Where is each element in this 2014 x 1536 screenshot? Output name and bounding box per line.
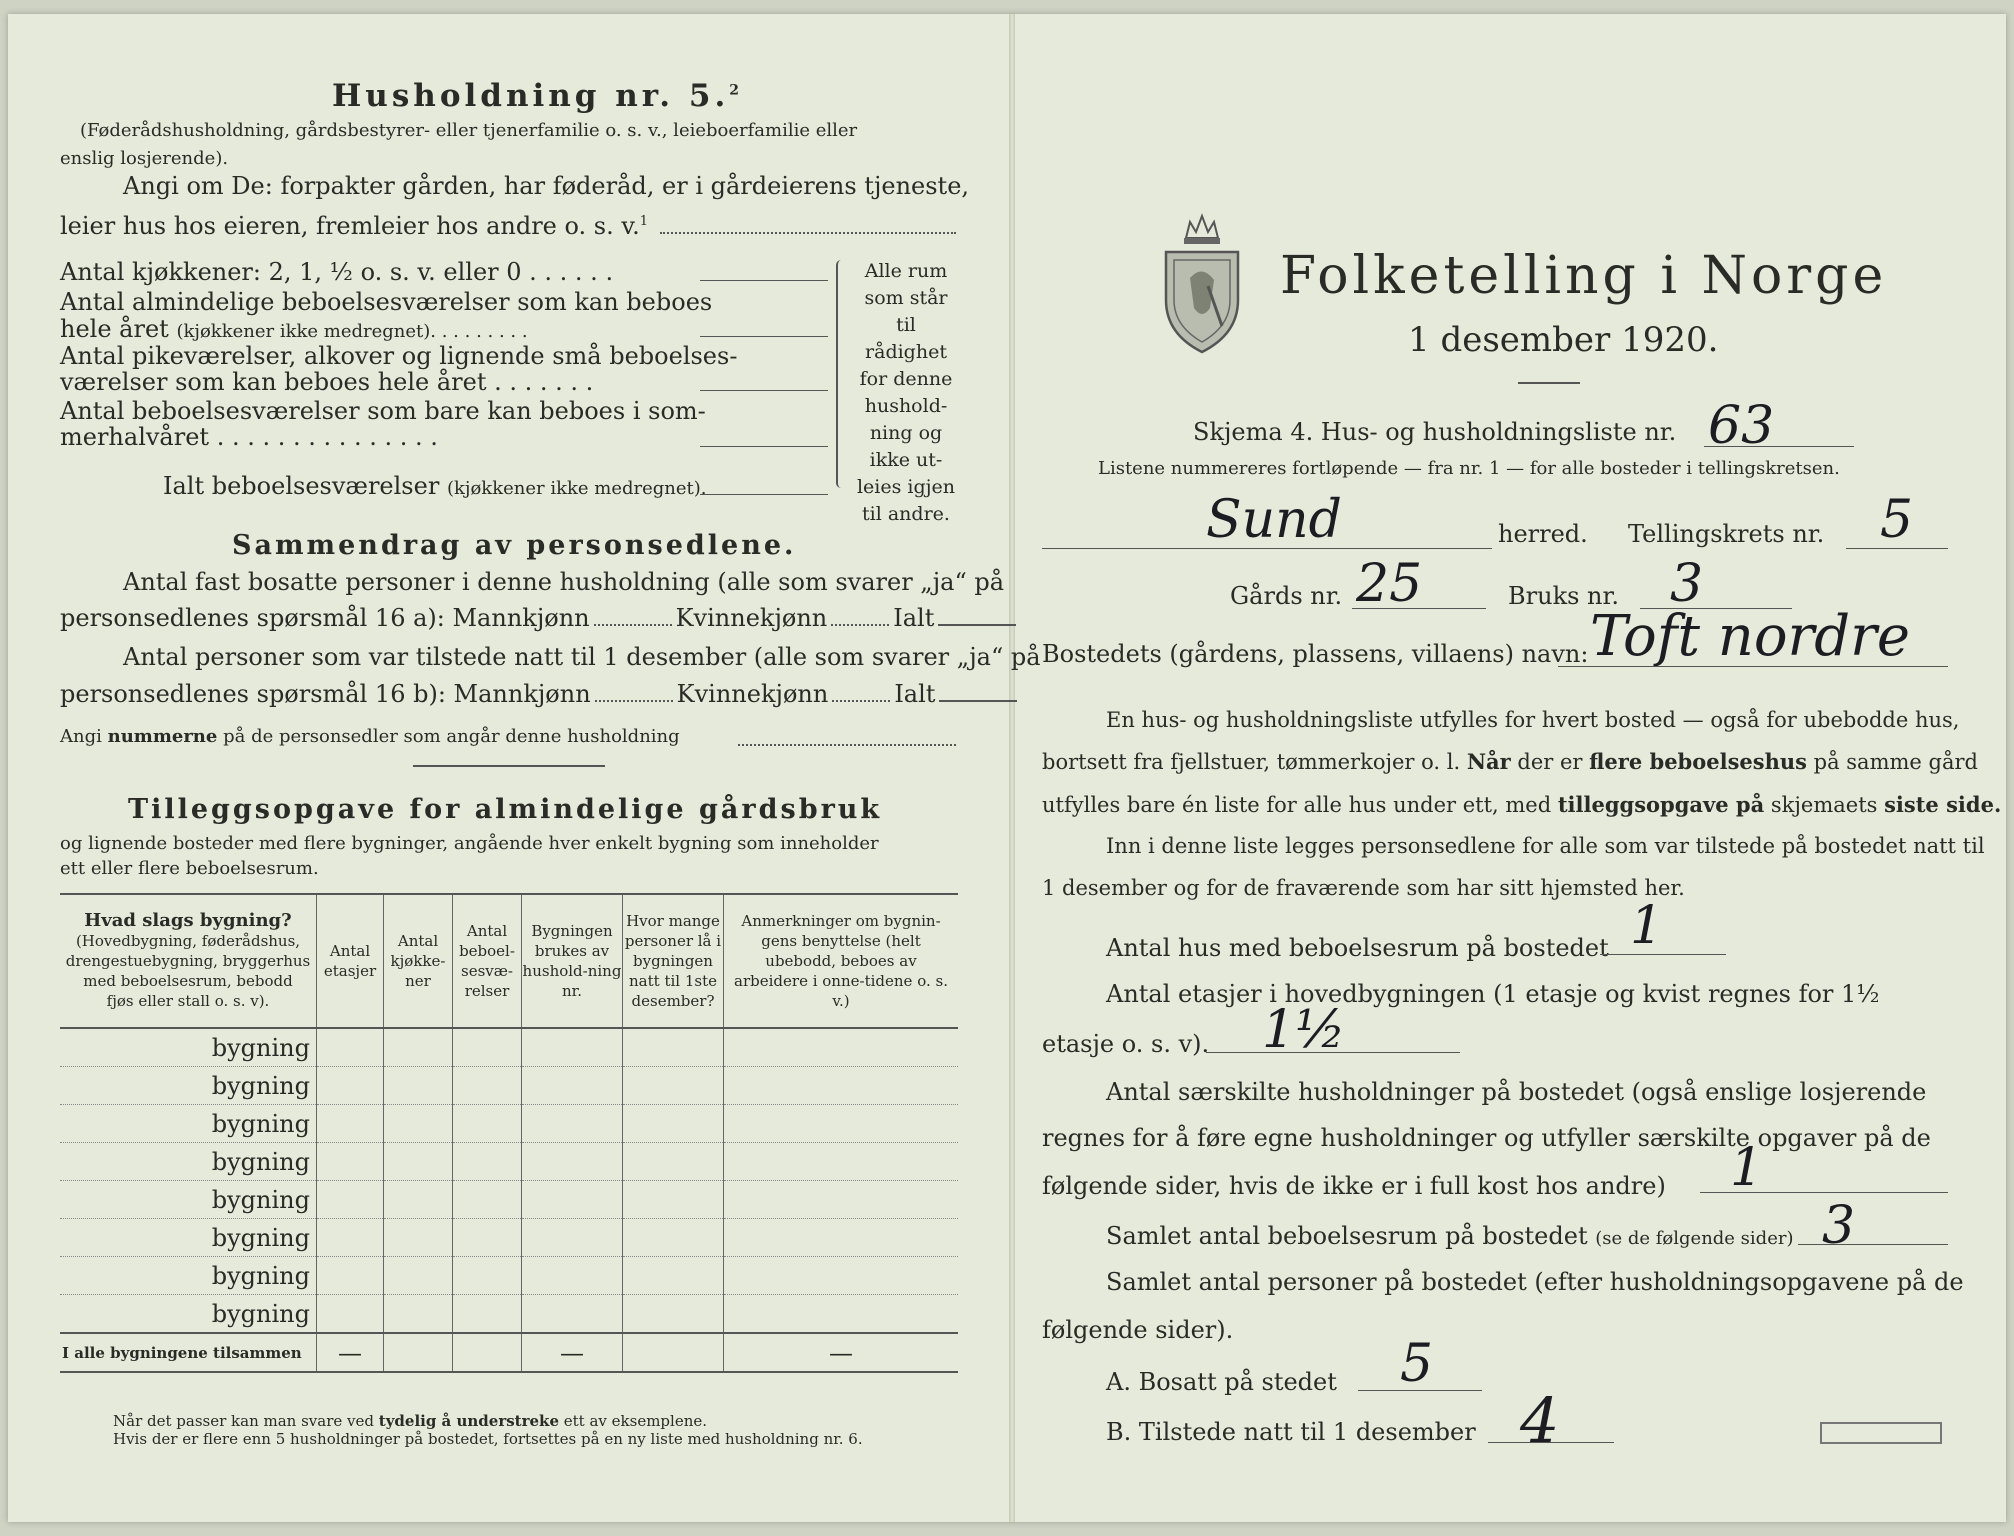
- cell[interactable]: [522, 1028, 623, 1067]
- table-row: [60, 1219, 958, 1257]
- instr-line5: 1 desember og for de fraværende som har sitt hjemsted her.: [1042, 876, 1685, 900]
- cell[interactable]: [317, 1067, 384, 1105]
- rooms3-field[interactable]: [700, 446, 828, 447]
- printer-stamp: [1820, 1422, 1942, 1444]
- gards-line: [1352, 608, 1486, 609]
- cell[interactable]: [623, 1219, 724, 1257]
- summary-line1: Antal fast bosatte personer i denne husholdning (alle som svarer „ja“ på: [123, 568, 1005, 596]
- cell[interactable]: [384, 1333, 453, 1372]
- table-row: [60, 1105, 958, 1143]
- col-building-type: Hvad slags bygning? (Hovedbygning, føderådshus, drengestuebygning, bryggerhus med beboelsesrum, bebodd fjøs eller stall o. s. v).: [60, 895, 317, 1028]
- footnote1: Når det passer kan man svare ved tydelig å understreke ett av eksemplene.: [113, 1412, 708, 1430]
- summary-line4: personsedlenes spørsmål 16 b): Mannkjønn Kvinnekjønn Ialt: [60, 680, 1017, 708]
- rooms3-line2: merhalvåret . . . . . . . . . . . . . . .: [60, 423, 438, 451]
- table-total-row: [60, 1333, 958, 1372]
- houses-label: Antal hus med beboelsesrum på bostedet: [1106, 934, 1609, 962]
- list-number-line: [1704, 446, 1854, 447]
- present-label: B. Tilstede natt til 1 desember: [1106, 1418, 1476, 1446]
- krets-line: [1846, 548, 1948, 549]
- cell[interactable]: [724, 1219, 959, 1257]
- cell[interactable]: [453, 1143, 522, 1181]
- rooms-total-value: 3: [1822, 1196, 1856, 1256]
- cell[interactable]: [623, 1333, 724, 1372]
- cell[interactable]: [522, 1257, 623, 1295]
- cell[interactable]: [623, 1181, 724, 1219]
- numbering-note: Listene nummereres fortløpende — fra nr. 1 — for alle bosteder i tellingskretsen.: [1098, 458, 1840, 479]
- cell[interactable]: [384, 1181, 453, 1219]
- cell[interactable]: [317, 1028, 384, 1067]
- col-kitchens: Antal kjøkke-ner: [384, 895, 453, 1028]
- cell[interactable]: [453, 1181, 522, 1219]
- cell[interactable]: [522, 1181, 623, 1219]
- bruks-number: 3: [1670, 554, 1704, 614]
- total-floors: —: [317, 1333, 384, 1372]
- houses-value: 1: [1630, 896, 1664, 956]
- cell[interactable]: [317, 1257, 384, 1295]
- rooms3-line1: Antal beboelsesværelser som bare kan beboes i som-: [60, 397, 706, 425]
- summary-title: Sammendrag av personsedlene.: [232, 530, 797, 561]
- cell[interactable]: [724, 1028, 959, 1067]
- answer-line[interactable]: [660, 232, 956, 234]
- present-value: 4: [1520, 1384, 1560, 1457]
- side-note: Alle rum som står til rådighet for denne hushold- ning og ikke ut- leies igjen til andre.: [856, 260, 956, 525]
- cell[interactable]: [623, 1257, 724, 1295]
- cell[interactable]: [384, 1067, 453, 1105]
- cell[interactable]: [623, 1105, 724, 1143]
- cell[interactable]: [384, 1143, 453, 1181]
- rooms-total-label: Samlet antal beboelsesrum på bostedet (se de følgende sider): [1106, 1222, 1794, 1250]
- numbers-field[interactable]: [738, 744, 956, 746]
- buildings-table: [60, 895, 958, 1373]
- hh-line: [1700, 1192, 1948, 1193]
- cell[interactable]: [724, 1257, 959, 1295]
- krets-label: Tellingskrets nr.: [1628, 520, 1825, 548]
- herred-label: herred.: [1498, 520, 1588, 548]
- houses-line: [1600, 954, 1726, 955]
- summary-line2: personsedlenes spørsmål 16 a): Mannkjønn Kvinnekjønn Ialt: [60, 604, 1016, 632]
- footnote2: Hvis der er flere enn 5 husholdninger på bostedet, fortsettes på en ny liste med husholdning nr. 6.: [113, 1430, 863, 1448]
- cell[interactable]: [317, 1181, 384, 1219]
- cell[interactable]: [453, 1257, 522, 1295]
- extra-intro2: ett eller flere beboelsesrum.: [60, 858, 319, 879]
- cell[interactable]: [384, 1105, 453, 1143]
- floors-line1: Antal etasjer i hovedbygningen (1 etasje og kvist regnes for 1½: [1106, 980, 1880, 1008]
- title-rule: [1518, 382, 1580, 384]
- total-rooms-field[interactable]: [700, 494, 828, 495]
- census-title: Folketelling i Norge: [1280, 246, 1888, 306]
- resident-value: 5: [1400, 1334, 1434, 1394]
- hh-value: 1: [1730, 1138, 1764, 1198]
- persons-line1: Samlet antal personer på bostedet (efter husholdningsopgavene på de: [1106, 1268, 1964, 1296]
- cell[interactable]: [453, 1105, 522, 1143]
- summary-line3: Antal personer som var tilstede natt til 1 desember (alle som svarer „ja“ på: [123, 643, 1041, 671]
- instr-line4: Inn i denne liste legges personsedlene for alle som var tilstede på bostedet natt til: [1106, 834, 1985, 858]
- bosted-label: Bostedets (gårdens, plassens, villaens) navn:: [1042, 640, 1589, 668]
- floors-value: 1½: [1262, 1000, 1346, 1060]
- row-label: bygning: [60, 1067, 317, 1105]
- table-row: [60, 1143, 958, 1181]
- rooms2-field[interactable]: [700, 390, 828, 391]
- numbers-line: Angi nummerne på de personsedler som angår denne husholdning: [60, 726, 680, 747]
- household-title: Husholdning nr. 5.$^2$: [332, 78, 743, 114]
- cell[interactable]: [522, 1295, 623, 1334]
- household-intro-line1: (Føderådshusholdning, gårdsbestyrer- eller tjenerfamilie o. s. v., leieboerfamilie eller: [80, 120, 858, 141]
- cell[interactable]: [724, 1067, 959, 1105]
- cell[interactable]: [317, 1143, 384, 1181]
- cell[interactable]: [724, 1295, 959, 1334]
- col-remarks: Anmerkninger om bygnin-gens benyttelse (helt ubebodd, beboes av arbeidere i onne-tidene o. s. v.): [724, 895, 959, 1028]
- cell[interactable]: [724, 1105, 959, 1143]
- resident-line: [1358, 1390, 1482, 1391]
- hh-line1: Antal særskilte husholdninger på bostedet (også enslige losjerende: [1106, 1078, 1927, 1106]
- herred-line: [1042, 548, 1492, 549]
- instr-line3: utfylles bare én liste for alle hus under ett, med tilleggsopgave på skjemaets siste side.: [1042, 792, 2002, 817]
- brace: [836, 260, 841, 488]
- floors-line: [1206, 1052, 1460, 1053]
- total-household: —: [522, 1333, 623, 1372]
- cell[interactable]: [453, 1295, 522, 1334]
- total-rooms-label: Ialt beboelsesværelser (kjøkkener ikke medregnet).: [163, 472, 707, 500]
- instr-line1: En hus- og husholdningsliste utfylles for hvert bosted — også for ubebodde hus,: [1106, 708, 1960, 732]
- census-date: 1 desember 1920.: [1408, 320, 1719, 360]
- cell[interactable]: [453, 1067, 522, 1105]
- row-label: bygning: [60, 1143, 317, 1181]
- hh-line3: følgende sider, hvis de ikke er i full kost hos andre): [1042, 1172, 1666, 1200]
- kitchens-label: Antal kjøkkener: 2, 1, ½ o. s. v. eller 0 . . . . . .: [60, 258, 614, 286]
- extra-intro1: og lignende bosteder med flere bygninger, angående hver enkelt bygning som inneholder: [60, 833, 879, 854]
- bosted-line: [1558, 666, 1948, 667]
- row-label: bygning: [60, 1219, 317, 1257]
- rooms2-line2: værelser som kan beboes hele året . . . . . . .: [60, 368, 594, 396]
- floors-line2: etasje o. s. v).: [1042, 1030, 1210, 1058]
- krets-number: 5: [1880, 490, 1914, 550]
- cell[interactable]: [317, 1219, 384, 1257]
- cell[interactable]: [522, 1219, 623, 1257]
- kitchens-field[interactable]: [700, 280, 828, 281]
- page-fold: [1009, 14, 1015, 1522]
- bruks-label: Bruks nr.: [1508, 582, 1619, 610]
- table-row: [60, 1257, 958, 1295]
- cell[interactable]: [623, 1295, 724, 1334]
- cell[interactable]: [522, 1067, 623, 1105]
- col-floors: Antal etasjer: [317, 895, 384, 1028]
- schema-label: Skjema 4. Hus- og husholdningsliste nr.: [1193, 418, 1677, 446]
- herred-name: Sund: [1206, 490, 1342, 550]
- instr-line2: bortsett fra fjellstuer, tømmerkojer o. l. Når der er flere beboelseshus på samme gård: [1042, 749, 1978, 774]
- divider: [413, 765, 605, 767]
- gards-number: 25: [1356, 554, 1423, 614]
- col-household: Bygningen brukes av hushold-ning nr.: [522, 895, 623, 1028]
- cell[interactable]: [384, 1219, 453, 1257]
- rooms1-line2: hele året (kjøkkener ikke medregnet). . . . . . . . .: [60, 315, 528, 343]
- resident-label: A. Bosatt på stedet: [1106, 1368, 1337, 1396]
- total-remarks: —: [724, 1333, 959, 1372]
- col-rooms: Antal beboel-sesvæ-relser: [453, 895, 522, 1028]
- cell[interactable]: [623, 1028, 724, 1067]
- coat-of-arms-icon: [1160, 208, 1244, 356]
- cell[interactable]: [384, 1028, 453, 1067]
- cell[interactable]: [623, 1143, 724, 1181]
- total-row-label: I alle bygningene tilsammen: [60, 1333, 317, 1372]
- cell[interactable]: [453, 1028, 522, 1067]
- table-header-row: [60, 895, 958, 1028]
- rooms1-field[interactable]: [700, 336, 828, 337]
- table-row: [60, 1028, 958, 1067]
- question-line2: leier hus hos eieren, fremleier hos andre o. s. v.$^1$: [60, 212, 648, 240]
- rooms2-line1: Antal pikeværelser, alkover og lignende små beboelses-: [60, 342, 738, 370]
- persons-line2: følgende sider).: [1042, 1316, 1234, 1344]
- present-line: [1488, 1442, 1614, 1443]
- row-label: bygning: [60, 1105, 317, 1143]
- cell[interactable]: [453, 1219, 522, 1257]
- cell[interactable]: [522, 1143, 623, 1181]
- cell[interactable]: [317, 1105, 384, 1143]
- list-number: 63: [1708, 396, 1775, 456]
- table-row: [60, 1181, 958, 1219]
- hh-line2: regnes for å føre egne husholdninger og utfyller særskilte opgaver på de: [1042, 1124, 1931, 1152]
- cell[interactable]: [724, 1143, 959, 1181]
- gards-label: Gårds nr.: [1230, 582, 1343, 610]
- row-label: bygning: [60, 1181, 317, 1219]
- cell[interactable]: [522, 1105, 623, 1143]
- household-intro-line2: enslig losjerende).: [60, 148, 229, 169]
- question-line1: Angi om De: forpakter gården, har føderåd, er i gårdeierens tjeneste,: [123, 172, 970, 200]
- cell[interactable]: [623, 1067, 724, 1105]
- cell[interactable]: [384, 1257, 453, 1295]
- cell[interactable]: [317, 1295, 384, 1334]
- table-row: [60, 1067, 958, 1105]
- extra-title: Tilleggsopgave for almindelige gårdsbruk: [128, 794, 883, 825]
- cell[interactable]: [453, 1333, 522, 1372]
- cell[interactable]: [724, 1181, 959, 1219]
- table-row: [60, 1295, 958, 1334]
- bosted-name: Toft nordre: [1590, 604, 1911, 669]
- row-label: bygning: [60, 1257, 317, 1295]
- col-persons: Hvor mange personer lå i bygningen natt til 1ste desember?: [623, 895, 724, 1028]
- rooms-total-line: [1798, 1244, 1948, 1245]
- row-label: bygning: [60, 1295, 317, 1334]
- cell[interactable]: [384, 1295, 453, 1334]
- row-label: bygning: [60, 1028, 317, 1067]
- rooms1-line1: Antal almindelige beboelsesværelser som kan beboes: [60, 288, 713, 316]
